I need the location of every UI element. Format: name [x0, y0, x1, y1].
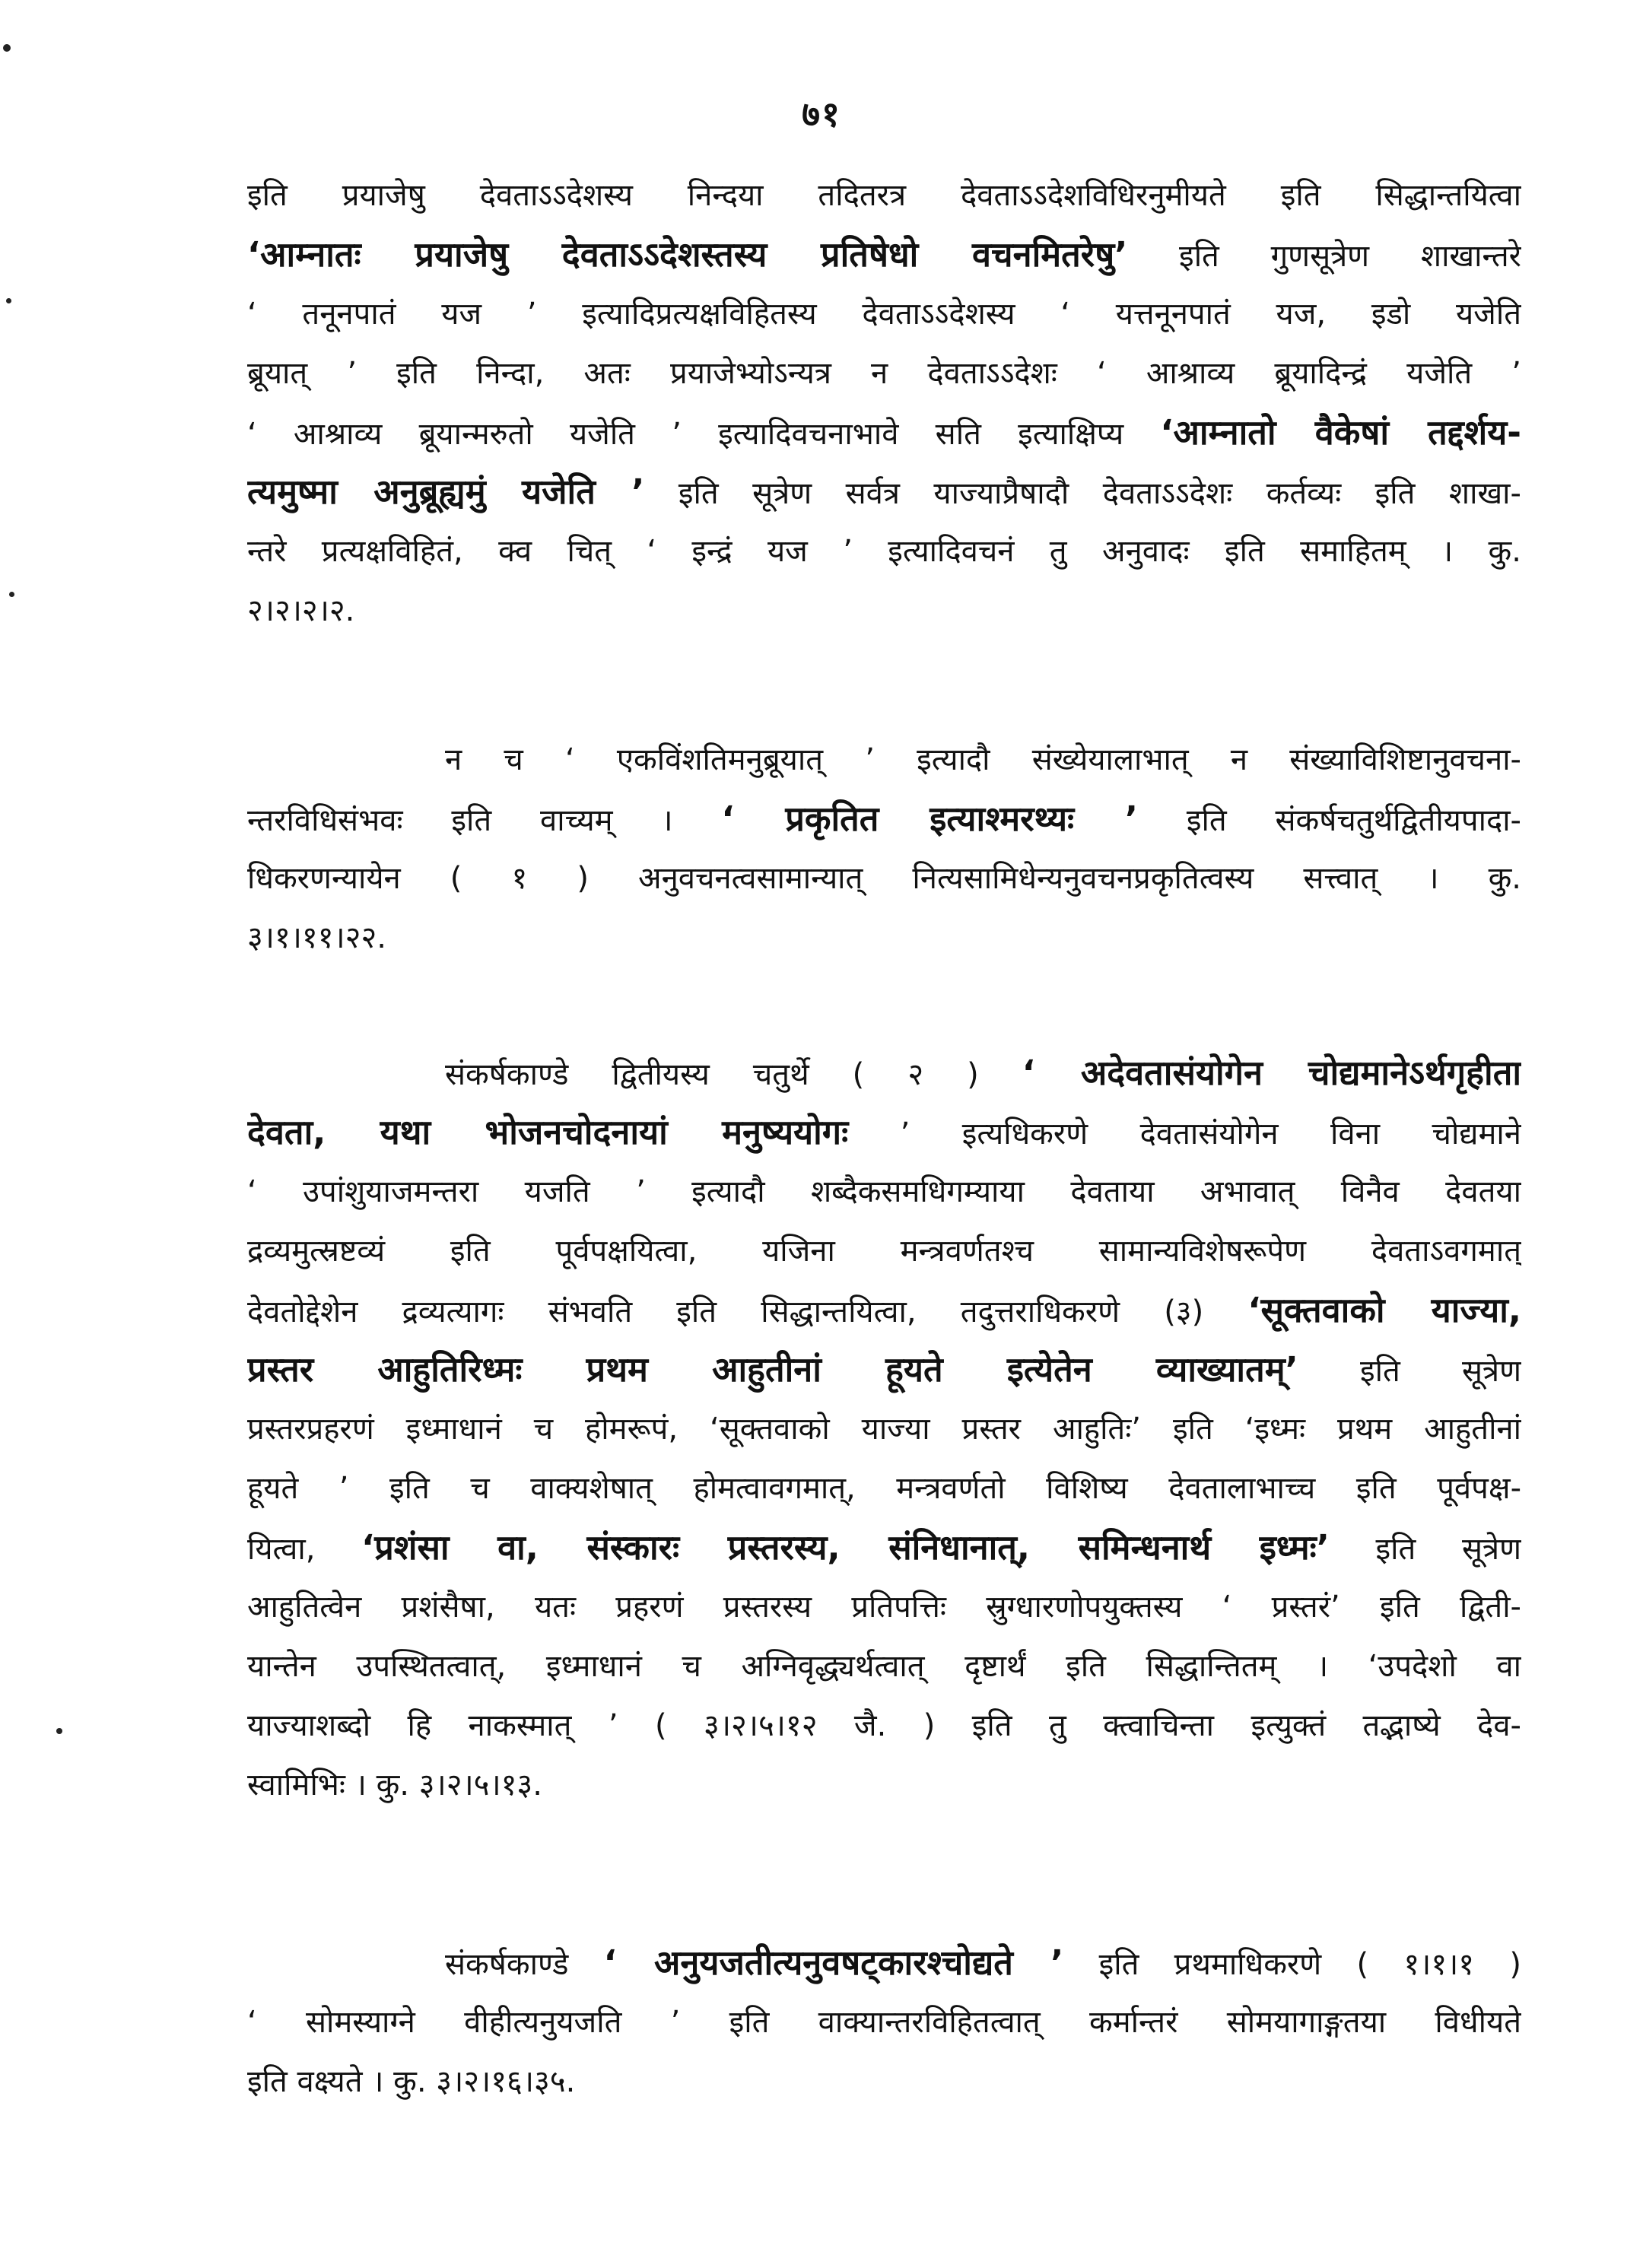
quoted-sutra: ‘प्रशंसा वा, संस्कारः प्रस्तरस्य, संनिधानात्, समिन्धनार्थ इध्मः’ [361, 1527, 1330, 1568]
text-line [247, 1281, 1521, 1340]
line-text: ‘ सोमस्याग्ने वीहीत्यनुयजति ’ इति वाक्यान्तरविहितत्वात् कर्मान्तरं सोमयागाङ्गतया विधीयते [247, 2005, 1521, 2040]
text-line [247, 1755, 1521, 1815]
text-line [247, 1043, 1521, 1103]
line-text: आहुतित्वेन प्रशंसैषा, यतः प्रहरणं प्रस्तरस्य प्रतिपत्तिः स्रुग्धारणोपयुक्तस्य ‘ प्रस्तरं’ इति द्विती- [247, 1590, 1521, 1625]
line-text: देवतोद्देशेन द्रव्यत्यागः संभवति इति सिद्धान्तयित्वा, तदुत्तराधिकरणे (३) [247, 1294, 1248, 1329]
text-line [247, 1399, 1521, 1459]
page-number: ७१ [802, 94, 841, 135]
line-text: द्रव्यमुत्स्रष्टव्यं इति पूर्वपक्षयित्वा, यजिना मन्त्रवर्णतश्च सामान्यविशेषरूपेण देवताऽवगमात् [247, 1234, 1521, 1269]
text-line [247, 522, 1521, 581]
quoted-sutra: ‘ अदेवतासंयोगेन चोद्यमानेऽर्थगृहीता [1022, 1053, 1521, 1093]
paragraph-3 [247, 1043, 1521, 1815]
line-text: न्तरविधिसंभवः इति वाच्यम् । [247, 803, 722, 838]
text-line [247, 166, 1521, 225]
text-line [247, 1696, 1521, 1755]
line-text: इति सूत्रेण [1298, 1354, 1521, 1389]
text-line [247, 344, 1521, 403]
line-text: स्वामिभिः । कु. ३।२।५।१३. [247, 1768, 542, 1803]
text-line [247, 1162, 1521, 1221]
text-line [247, 1637, 1521, 1696]
text-line [247, 581, 1521, 640]
paragraph-1 [247, 166, 1521, 640]
scan-dot [6, 298, 11, 303]
quoted-sutra: देवता, यथा भोजनचोदनायां मनुष्ययोगः [247, 1112, 849, 1152]
quoted-sutra: ‘ अनुयजतीत्यनुवषट्कारश्चोद्यते ’ [603, 1942, 1064, 1983]
line-text: न च ‘ एकविंशतिमनुब्रूयात् ’ इत्यादौ संख्येयालाभात् न संख्याविशिष्टानुवचना- [445, 742, 1521, 777]
text-line [247, 1933, 1521, 1993]
line-text: धिकरणन्यायेन ( १ ) अनुवचनत्वसामान्यात् नित्यसामिधेन्यनुवचनप्रकृतित्वस्य सत्त्वात् । कु. [247, 861, 1521, 896]
text-line [247, 1577, 1521, 1637]
text-line [247, 849, 1521, 908]
text-line [247, 2052, 1521, 2111]
line-text: यित्वा, [247, 1532, 362, 1567]
line-text: इति प्रयाजेषु देवताऽऽदेशस्य निन्दया तदितरत्र देवताऽऽदेशविधिरनुमीयते इति सिद्धान्तयित्वा [247, 178, 1521, 213]
quoted-sutra: ‘आम्नातः प्रयाजेषु देवताऽऽदेशस्तस्य प्रतिषेधो वचनमितरेषु’ [247, 234, 1128, 275]
quoted-sutra: प्रस्तर आहुतिरिध्मः प्रथम आहुतीनां हूयते इत्येतेन व्याख्यातम्’ [247, 1349, 1298, 1390]
text-line [247, 462, 1521, 522]
line-text: इति सूत्रेण [1329, 1532, 1521, 1567]
line-text: ‘ उपांशुयाजमन्तरा यजति ’ इत्यादौ शब्दैकसमधिगम्याया देवताया अभावात् विनैव देवतया [247, 1174, 1521, 1209]
line-text: संकर्षकाण्डे द्वितीयस्य चतुर्थे ( २ ) [445, 1057, 1022, 1092]
paragraph-2 [247, 730, 1521, 967]
quoted-sutra: ‘ प्रकृतित इत्याश्मरथ्यः ’ [721, 799, 1139, 839]
line-text: ब्रूयात् ’ इति निन्दा, अतः प्रयाजेभ्योऽन्यत्र न देवताऽऽदेशः ‘ आश्राव्य ब्रूयादिन्द्रं यजेति ’ [247, 356, 1521, 391]
text-line [247, 789, 1521, 849]
text-line [247, 1221, 1521, 1281]
quoted-sutra: त्यमुष्मा अनुब्रूह्यमुं यजेति ’ [247, 472, 645, 512]
line-text: यान्तेन उपस्थितत्वात्, इध्माधानं च अग्निवृद्ध्यर्थत्वात् दृष्टार्थं इति सिद्धान्तितम् । ‘उपदेशो वा [247, 1649, 1521, 1684]
text-line [247, 908, 1521, 967]
line-text: २।२।२।२. [247, 593, 355, 628]
line-text: इति वक्ष्यते । कु. ३।२।१६।३५. [247, 2064, 576, 2099]
quoted-sutra: ‘आम्नातो वैकेषां तद्दर्शय- [1160, 412, 1521, 453]
line-text: इति प्रथमाधिकरणे ( १।१।१ ) [1063, 1947, 1521, 1982]
line-text: याज्याशब्दो हि नाकस्मात् ’ ( ३।२।५।१२ जै. ) इति तु क्त्वाचिन्ता इत्युक्तं तद्भाष्ये देव- [247, 1708, 1521, 1743]
text-line [247, 403, 1521, 462]
scan-dot [9, 592, 14, 597]
paragraph-4 [247, 1933, 1521, 2111]
line-text: ‘ तनूनपातं यज ’ इत्यादिप्रत्यक्षविहितस्य देवताऽऽदेशस्य ‘ यत्तनूनपातं यज, इडो यजेति [247, 297, 1521, 332]
line-text: इति गुणसूत्रेण शाखान्तरे [1127, 239, 1521, 274]
text-line [247, 1103, 1521, 1162]
text-line [247, 225, 1521, 284]
line-text: इति संकर्षचतुर्थद्वितीयपादा- [1138, 803, 1521, 838]
line-text: ‘ आश्राव्य ब्रूयान्मरुतो यजेति ’ इत्यादिवचनाभावे सति इत्याक्षिप्य [247, 417, 1161, 452]
line-text: संकर्षकाण्डे [445, 1947, 604, 1982]
text-line [247, 1340, 1521, 1399]
line-text: ’ इत्यधिकरणे देवतासंयोगेन विना चोद्यमाने [848, 1117, 1521, 1151]
text-line [247, 1993, 1521, 2052]
text-line [247, 1518, 1521, 1577]
line-text: न्तरे प्रत्यक्षविहितं, क्व चित् ‘ इन्द्रं यज ’ इत्यादिवचनं तु अनुवादः इति समाहितम् । कु. [247, 534, 1521, 569]
text-line [247, 730, 1521, 789]
line-text: हूयते ’ इति च वाक्यशेषात् होमत्वावगमात्, मन्त्रवर्णतो विशिष्य देवतालाभाच्च इति पूर्वपक्ष- [247, 1471, 1521, 1506]
text-line [247, 1459, 1521, 1518]
line-text: ३।१।११।२२. [247, 920, 386, 955]
scan-dot [56, 1728, 62, 1734]
scan-dot [3, 44, 11, 52]
text-line [247, 284, 1521, 344]
line-text: इति सूत्रेण सर्वत्र याज्याप्रैषादौ देवताऽऽदेशः कर्तव्यः इति शाखा- [644, 476, 1521, 511]
quoted-sutra: ‘सूक्तवाको याज्या, [1247, 1290, 1521, 1330]
line-text: प्रस्तरप्रहरणं इध्माधानं च होमरूपं, ‘सूक्तवाको याज्या प्रस्तर आहुतिः’ इति ‘इध्मः प्रथम आहुतीनां [247, 1412, 1521, 1447]
